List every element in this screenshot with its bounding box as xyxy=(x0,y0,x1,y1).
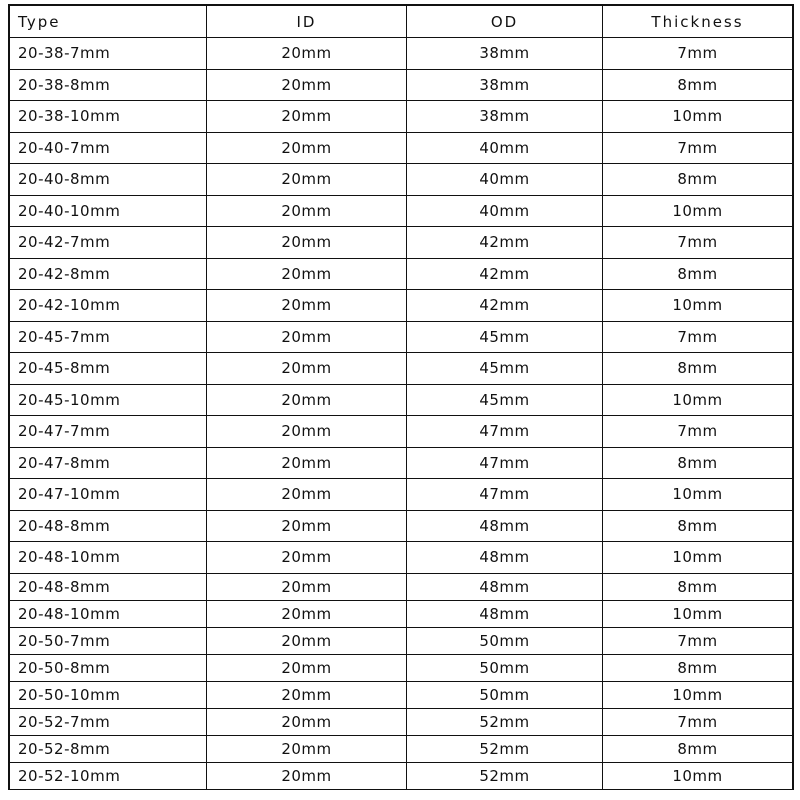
cell-type: 20-45-8mm xyxy=(18,359,111,378)
table-row xyxy=(8,38,794,70)
table-row xyxy=(8,353,794,385)
cell-od: 50mm xyxy=(406,628,602,654)
cell-type: 20-48-8mm xyxy=(18,577,111,596)
cell-thickness: 10mm xyxy=(602,196,792,227)
cell-thickness: 8mm xyxy=(602,574,792,600)
cell-id: 20mm xyxy=(206,227,406,258)
table-header-row xyxy=(8,4,794,38)
cell-thickness: 7mm xyxy=(602,628,792,654)
table-row xyxy=(8,736,794,763)
cell-id: 20mm xyxy=(206,133,406,164)
table-row xyxy=(8,628,794,655)
cell-id: 20mm xyxy=(206,164,406,195)
cell-type: 20-40-8mm xyxy=(18,170,111,189)
cell-id: 20mm xyxy=(206,322,406,353)
cell-thickness: 8mm xyxy=(602,164,792,195)
cell-thickness: 7mm xyxy=(602,709,792,735)
spec-table xyxy=(8,4,794,790)
cell-id: 20mm xyxy=(206,290,406,321)
cell-type: 20-40-7mm xyxy=(18,138,111,157)
cell-type: 20-45-10mm xyxy=(18,390,121,409)
table-row xyxy=(8,101,794,133)
cell-od: 42mm xyxy=(406,227,602,258)
cell-type: 20-52-7mm xyxy=(18,712,111,731)
cell-type: 20-42-10mm xyxy=(18,296,121,315)
cell-type: 20-45-7mm xyxy=(18,327,111,346)
cell-thickness: 7mm xyxy=(602,38,792,69)
cell-type: 20-50-7mm xyxy=(18,631,111,650)
cell-type: 20-47-10mm xyxy=(18,485,121,504)
table-row xyxy=(8,542,794,574)
cell-od: 38mm xyxy=(406,38,602,69)
table-row xyxy=(8,763,794,790)
cell-id: 20mm xyxy=(206,601,406,627)
cell-od: 48mm xyxy=(406,574,602,600)
cell-type: 20-47-8mm xyxy=(18,453,111,472)
cell-od: 40mm xyxy=(406,133,602,164)
cell-type: 20-47-7mm xyxy=(18,422,111,441)
cell-od: 45mm xyxy=(406,385,602,416)
cell-thickness: 7mm xyxy=(602,227,792,258)
cell-od: 40mm xyxy=(406,196,602,227)
cell-id: 20mm xyxy=(206,70,406,101)
cell-type: 20-38-8mm xyxy=(18,75,111,94)
cell-id: 20mm xyxy=(206,511,406,542)
cell-thickness: 8mm xyxy=(602,736,792,762)
cell-id: 20mm xyxy=(206,385,406,416)
cell-thickness: 10mm xyxy=(602,682,792,708)
cell-id: 20mm xyxy=(206,709,406,735)
table-row xyxy=(8,511,794,543)
cell-od: 42mm xyxy=(406,259,602,290)
cell-id: 20mm xyxy=(206,542,406,573)
cell-id: 20mm xyxy=(206,353,406,384)
cell-thickness: 8mm xyxy=(602,353,792,384)
cell-thickness: 7mm xyxy=(602,416,792,447)
cell-id: 20mm xyxy=(206,655,406,681)
table-row xyxy=(8,164,794,196)
cell-od: 47mm xyxy=(406,448,602,479)
cell-od: 38mm xyxy=(406,101,602,132)
table-row xyxy=(8,448,794,480)
table-body xyxy=(8,38,794,790)
cell-type: 20-40-10mm xyxy=(18,201,121,220)
cell-id: 20mm xyxy=(206,682,406,708)
table-row xyxy=(8,227,794,259)
table-row xyxy=(8,574,794,601)
cell-thickness: 10mm xyxy=(602,542,792,573)
table-row xyxy=(8,709,794,736)
cell-od: 50mm xyxy=(406,682,602,708)
cell-od: 50mm xyxy=(406,655,602,681)
cell-od: 42mm xyxy=(406,290,602,321)
cell-id: 20mm xyxy=(206,196,406,227)
cell-thickness: 7mm xyxy=(602,322,792,353)
table-row xyxy=(8,196,794,228)
table-row xyxy=(8,259,794,291)
cell-type: 20-48-10mm xyxy=(18,548,121,567)
table-row xyxy=(8,322,794,354)
cell-thickness: 8mm xyxy=(602,70,792,101)
table-row xyxy=(8,601,794,628)
cell-type: 20-48-10mm xyxy=(18,604,121,623)
cell-thickness: 10mm xyxy=(602,479,792,510)
cell-thickness: 8mm xyxy=(602,655,792,681)
cell-id: 20mm xyxy=(206,763,406,789)
cell-type: 20-42-7mm xyxy=(18,233,111,252)
cell-type: 20-50-8mm xyxy=(18,658,111,677)
cell-id: 20mm xyxy=(206,448,406,479)
table-row xyxy=(8,682,794,709)
cell-type: 20-38-10mm xyxy=(18,107,121,126)
cell-id: 20mm xyxy=(206,259,406,290)
cell-od: 52mm xyxy=(406,736,602,762)
cell-id: 20mm xyxy=(206,628,406,654)
header-type: Type xyxy=(18,12,61,31)
cell-od: 52mm xyxy=(406,709,602,735)
cell-thickness: 10mm xyxy=(602,290,792,321)
cell-od: 45mm xyxy=(406,353,602,384)
cell-type: 20-48-8mm xyxy=(18,516,111,535)
cell-thickness: 10mm xyxy=(602,601,792,627)
cell-type: 20-52-10mm xyxy=(18,766,121,785)
cell-od: 47mm xyxy=(406,416,602,447)
cell-od: 52mm xyxy=(406,763,602,789)
cell-od: 38mm xyxy=(406,70,602,101)
cell-id: 20mm xyxy=(206,574,406,600)
cell-id: 20mm xyxy=(206,101,406,132)
table-row xyxy=(8,479,794,511)
cell-od: 48mm xyxy=(406,511,602,542)
cell-id: 20mm xyxy=(206,479,406,510)
table-row xyxy=(8,70,794,102)
cell-id: 20mm xyxy=(206,38,406,69)
cell-thickness: 10mm xyxy=(602,385,792,416)
cell-type: 20-52-8mm xyxy=(18,739,111,758)
cell-thickness: 7mm xyxy=(602,133,792,164)
cell-od: 48mm xyxy=(406,601,602,627)
header-id: ID xyxy=(206,6,406,37)
cell-thickness: 8mm xyxy=(602,259,792,290)
table-row xyxy=(8,655,794,682)
cell-thickness: 10mm xyxy=(602,763,792,789)
cell-od: 45mm xyxy=(406,322,602,353)
cell-id: 20mm xyxy=(206,416,406,447)
cell-type: 20-38-7mm xyxy=(18,44,111,63)
cell-thickness: 8mm xyxy=(602,448,792,479)
table-row xyxy=(8,416,794,448)
cell-od: 47mm xyxy=(406,479,602,510)
cell-od: 40mm xyxy=(406,164,602,195)
cell-type: 20-50-10mm xyxy=(18,685,121,704)
cell-thickness: 8mm xyxy=(602,511,792,542)
header-od: OD xyxy=(406,6,602,37)
cell-od: 48mm xyxy=(406,542,602,573)
table-row xyxy=(8,290,794,322)
cell-id: 20mm xyxy=(206,736,406,762)
table-row xyxy=(8,133,794,165)
header-thickness: Thickness xyxy=(602,6,792,37)
cell-thickness: 10mm xyxy=(602,101,792,132)
table-row xyxy=(8,385,794,417)
cell-type: 20-42-8mm xyxy=(18,264,111,283)
